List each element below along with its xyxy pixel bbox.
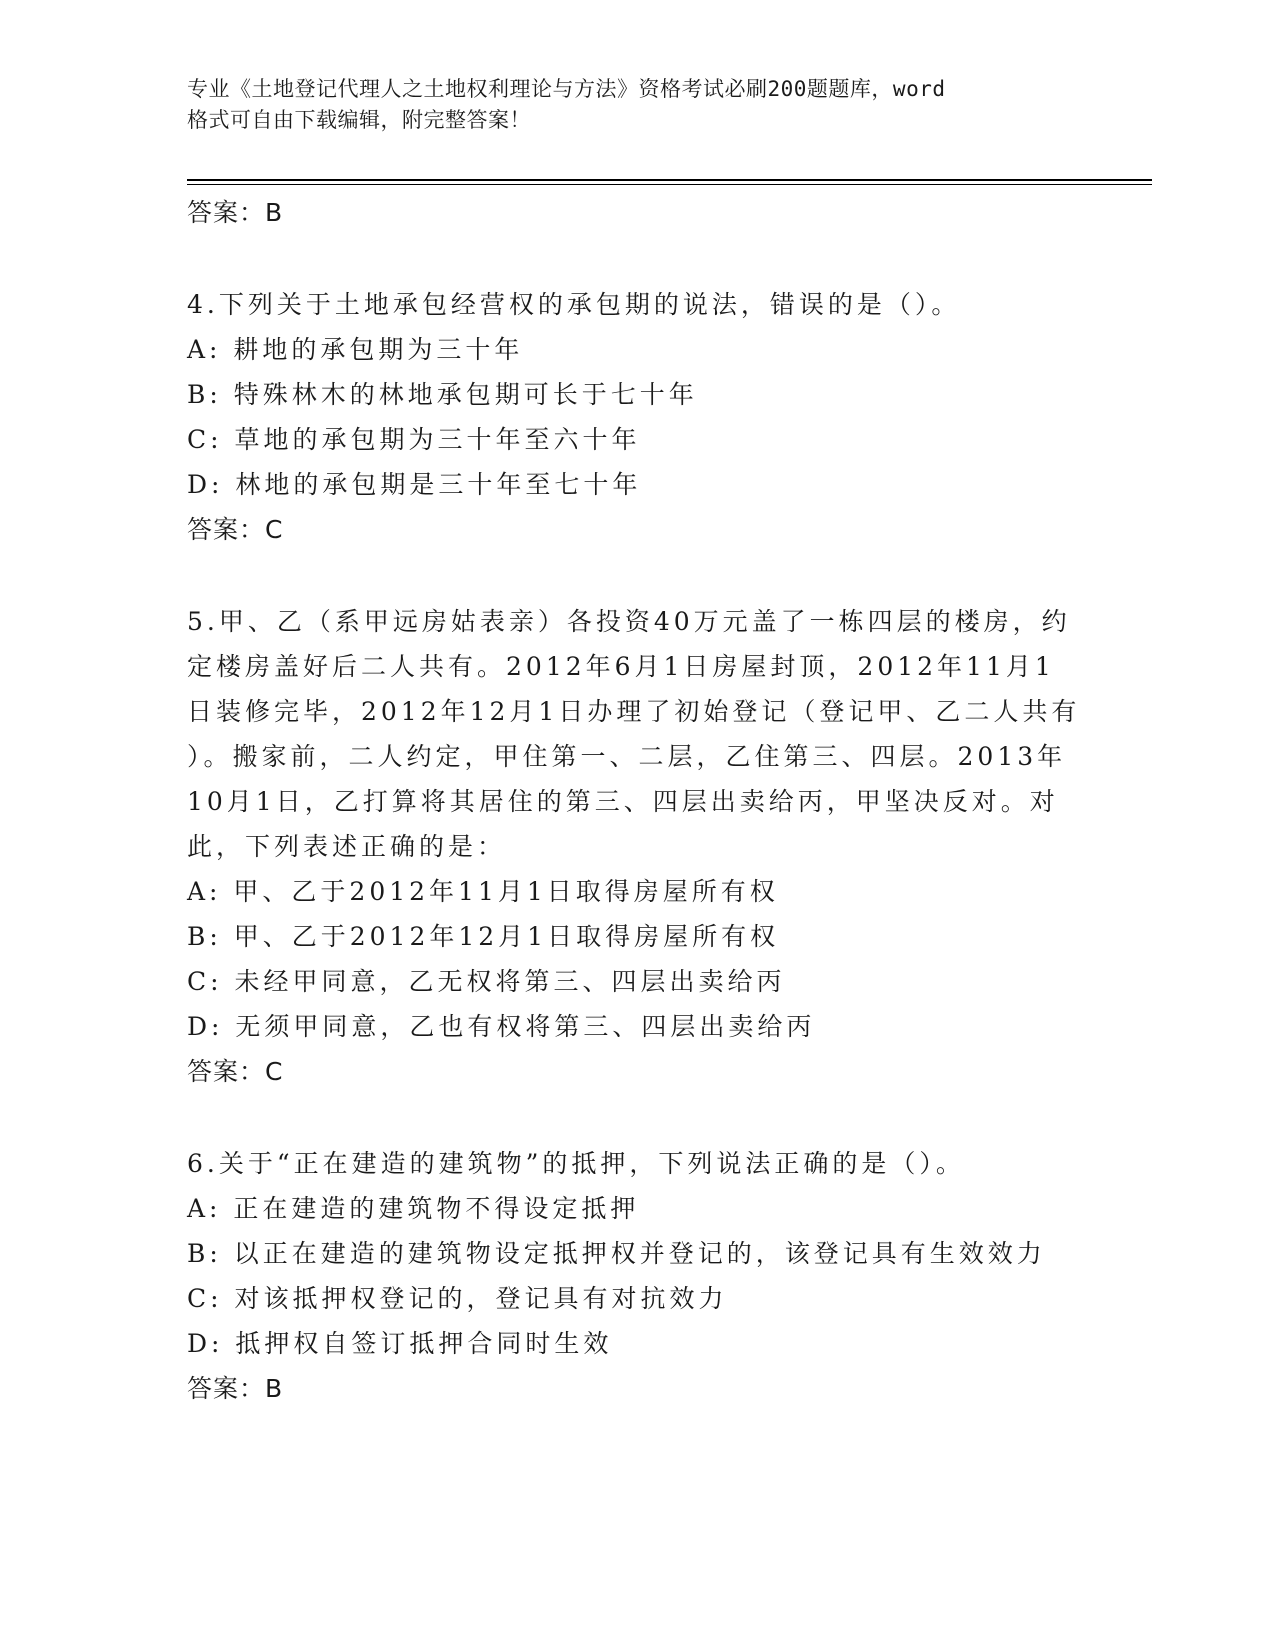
- option-c: C: 未经甲同意，乙无权将第三、四层出卖给丙: [187, 967, 786, 996]
- option-d: D: 抵押权自签订抵押合同时生效: [187, 1329, 613, 1358]
- option-a: A: 正在建造的建筑物不得设定抵押: [187, 1194, 640, 1223]
- answer: 答案：C: [187, 515, 284, 544]
- question-6: [187, 1141, 1087, 1412]
- option-d: D: 无须甲同意，乙也有权将第三、四层出卖给丙: [187, 1012, 816, 1041]
- question-list: [187, 190, 1087, 1412]
- question-stem-line: 5.甲、乙（系甲远房姑表亲）各投资40万元盖了一栋四层的楼房，约: [187, 607, 1071, 636]
- question-stem-line: ）。搬家前，二人约定，甲住第一、二层，乙住第三、四层。2013年: [187, 742, 1067, 771]
- spacer: [187, 553, 1087, 599]
- option-c: C: 草地的承包期为三十年至六十年: [187, 425, 641, 454]
- answer-previous: 答案：B: [187, 198, 284, 227]
- option-d: D: 林地的承包期是三十年至七十年: [187, 470, 642, 499]
- question-stem-line: 日装修完毕，2012年12月1日办理了初始登记（登记甲、乙二人共有: [187, 697, 1081, 726]
- question-stem-line: 10月1日，乙打算将其居住的第三、四层出卖给丙，甲坚决反对。对: [187, 787, 1059, 816]
- option-b: B: 甲、乙于2012年12月1日取得房屋所有权: [187, 922, 780, 951]
- header-divider-thin: [187, 184, 1152, 185]
- answer: 答案：C: [187, 1057, 284, 1086]
- question-4: [187, 282, 1087, 553]
- spacer: [187, 236, 1087, 282]
- option-c: C: 对该抵押权登记的，登记具有对抗效力: [187, 1284, 728, 1313]
- question-5: [187, 599, 1087, 1095]
- header-line-1: 专业《土地登记代理人之土地权利理论与方法》资格考试必刷200题题库，word: [187, 77, 946, 101]
- option-b: B: 特殊林木的林地承包期可长于七十年: [187, 380, 698, 409]
- question-stem-line: 此，下列表述正确的是：: [187, 832, 507, 861]
- header-line-2: 格式可自由下载编辑，附完整答案！: [187, 108, 531, 132]
- question-stem-line: 定楼房盖好后二人共有。2012年6月1日房屋封顶，2012年11月1: [187, 652, 1055, 681]
- header-divider-thick: [187, 179, 1152, 181]
- option-b: B: 以正在建造的建筑物设定抵押权并登记的，该登记具有生效效力: [187, 1239, 1046, 1268]
- question-stem: 4.下列关于土地承包经营权的承包期的说法，错误的是（）。: [187, 290, 961, 319]
- option-a: A: 耕地的承包期为三十年: [187, 335, 524, 364]
- document-header: [187, 74, 1087, 136]
- question-stem: 6.关于“正在建造的建筑物”的抵押，下列说法正确的是（）。: [187, 1149, 965, 1178]
- option-a: A: 甲、乙于2012年11月1日取得房屋所有权: [187, 877, 779, 906]
- spacer: [187, 1095, 1087, 1141]
- answer: 答案：B: [187, 1374, 284, 1403]
